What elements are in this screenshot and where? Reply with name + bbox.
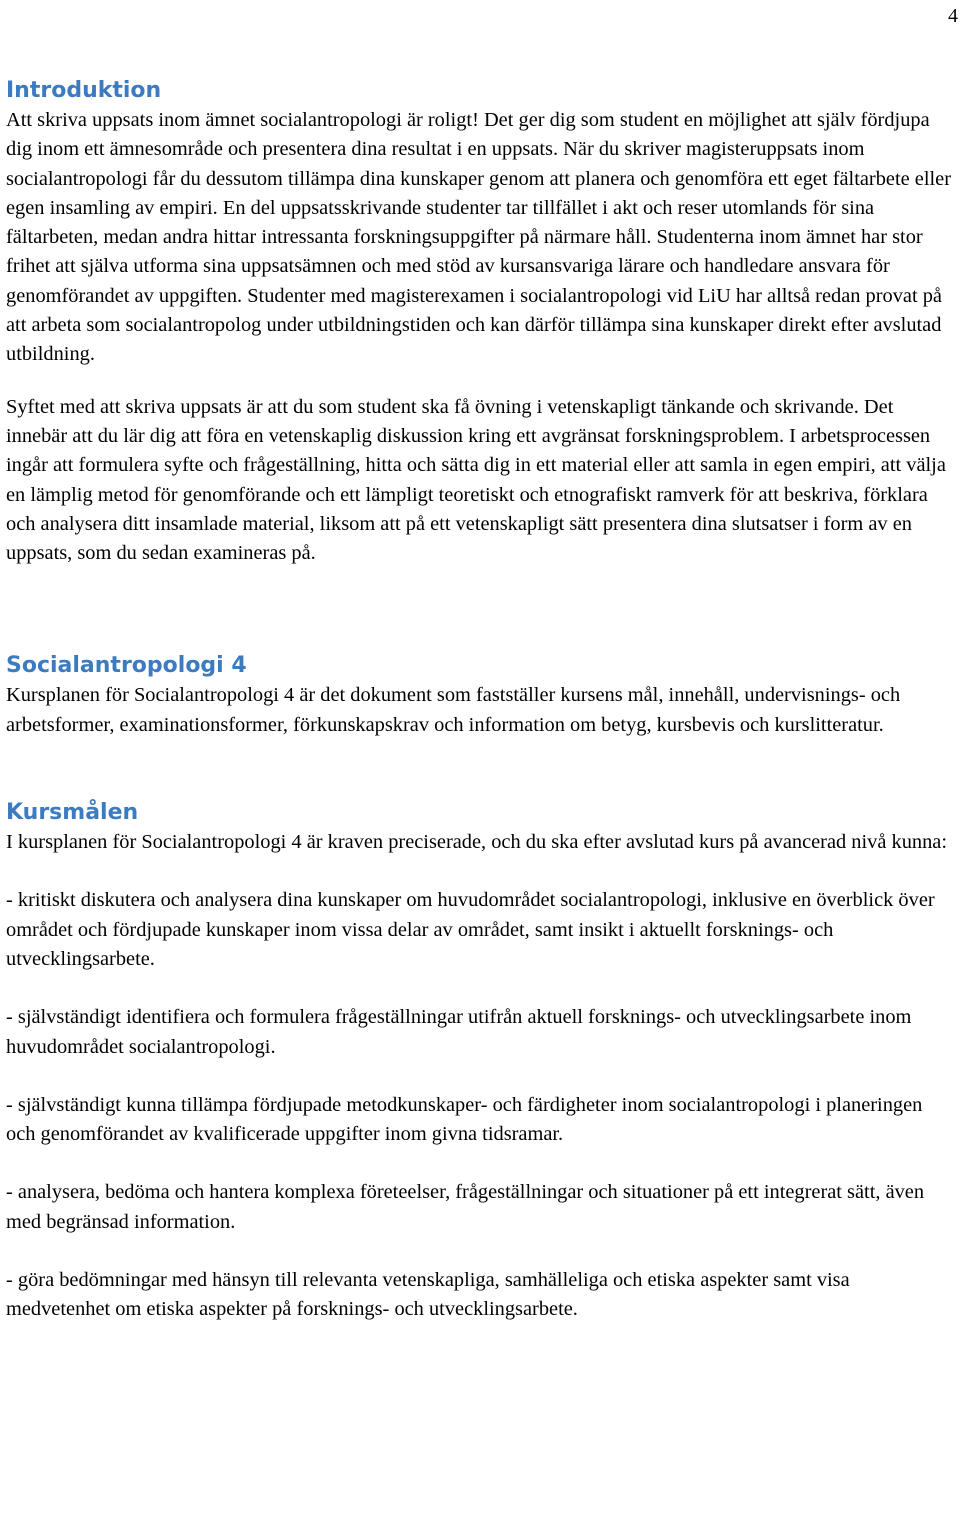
intro-paragraph-1: Att skriva uppsats inom ämnet socialantropologi är roligt! Det ger dig som student en möjlighet att själv fördjupa dig inom ett ämnesområde och presentera dina resultat i en uppsats. När du skriver magisteruppsats inom socialantropologi får du dessutom tillämpa dina kunskaper genom att planera och genomföra ett eget fältarbete eller egen insamling av empiri. En del uppsatsskrivande studenter tar tillfället i akt och reser utomlands för sina fältarbeten, medan andra hittar intressanta forskningsuppgifter på närmare håll. Studenterna inom ämnet har stor frihet att själva utforma sina uppsatsämnen och med stöd av kursansvariga lärare och handledare ansvara för genomförandet av uppgiften. Studenter med magisterexamen i socialantropologi vid LiU har alltså redan provat på att arbeta som socialantropolog under utbildningstiden och kan därför tillämpa sina kunskaper direkt efter avslutad utbildning.	[6, 109, 951, 366]
document-body	[6, 76, 956, 1325]
goal-item: - självständigt kunna tillämpa fördjupade metodkunskaper- och färdigheter inom socialantropologi i planeringen och genomförandet av kvalificerade uppgifter inom givna tidsramar.	[6, 1093, 923, 1146]
goal-item: - självständigt identifiera och formulera frågeställningar utifrån aktuell forsknings- och utvecklingsarbete inom huvudområdet socialantropologi.	[6, 1006, 912, 1058]
heading-kursmalen: Kursmålen	[6, 800, 139, 826]
kursmalen-intro: I kursplanen för Socialantropologi 4 är kraven preciserade, och du ska efter avslutad kurs på avancerad nivå kunna:	[6, 831, 948, 854]
heading-socialantropologi-4: Socialantropologi 4	[6, 653, 247, 679]
goal-item: - kritiskt diskutera och analysera dina kunskaper om huvudområdet socialantropologi, inklusive en överblick över området och fördjupade kunskaper inom vissa delar av området, samt insikt i aktuellt forsknings- och utvecklingsarbete.	[6, 889, 935, 970]
page-number: 4	[948, 5, 958, 27]
goal-item: - göra bedömningar med hänsyn till relevanta vetenskapliga, samhälleliga och etiska aspekter samt visa medvetenhet om etiska aspekter på forsknings- och utvecklingsarbete.	[6, 1269, 850, 1321]
heading-introduktion: Introduktion	[6, 78, 162, 103]
socialantropologi-paragraph: Kursplanen för Socialantropologi 4 är det dokument som fastställer kursens mål, innehåll, undervisnings- och arbetsformer, examinationsformer, förkunskapskrav och information om betyg, kursbevis och kurslitteratur.	[6, 684, 901, 736]
goal-item: - analysera, bedöma och hantera komplexa företeelser, frågeställningar och situationer på ett integrerat sätt, även med begränsad information.	[6, 1181, 925, 1233]
intro-paragraph-2: Syftet med att skriva uppsats är att du som student ska få övning i vetenskapligt tänkande och skrivande. Det innebär att du lär dig att föra en vetenskaplig diskussion kring ett avgränsat forskningsproblem. I arbetsprocessen ingår att formulera syfte och frågeställning, hitta och sätta dig in ett material eller att samla in egen empiri, att välja en lämplig metod för genomförande och ett lämpligt teoretiskt och etnografiskt ramverk för att beskriva, förklara och analysera ditt insamlade material, liksom att på ett vetenskapligt sätt presentera dina slutsatser i form av en uppsats, som du sedan examineras på.	[6, 395, 946, 565]
